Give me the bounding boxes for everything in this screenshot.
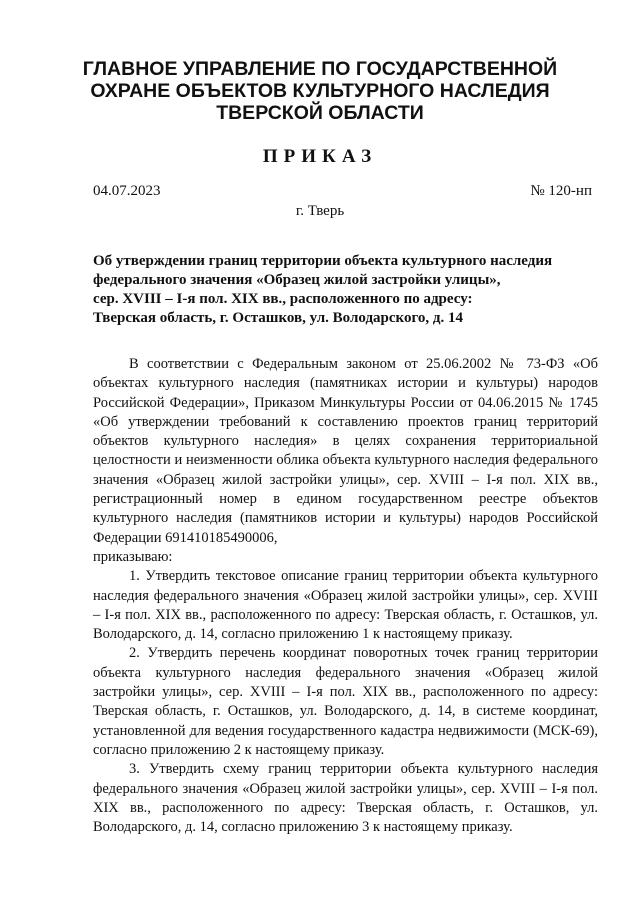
authority-line-1: ГЛАВНОЕ УПРАВЛЕНИЕ ПО ГОСУДАРСТВЕННОЙ	[82, 58, 558, 80]
authority-line-2: ОХРАНЕ ОБЪЕКТОВ КУЛЬТУРНОГО НАСЛЕДИЯ	[90, 80, 550, 102]
title-line: сер. XVIII – I-я пол. XIX вв., расположенного по адресу:	[93, 291, 473, 307]
order-city: г. Тверь	[295, 203, 345, 219]
preamble-paragraph: В соответствии с Федеральным законом от 25.06.2002 № 73-ФЗ «Об объектах культурного наследия (памятниках истории и культуры) народов Российской Федерации», Приказом Минкультуры России от 04.06.2015 № 1745 «Об утверждении требований к составлению проектов границ территорий объектов культурного наследия» в целях сохранения территориальной целостности и неизменности облика объекта культурного наследия федерального значения «Образец жилой застройки улицы», сер. XVIII – I-я пол. XIX вв., регистрационный номер в едином государственном реестре объектов культурного наследия (памятников истории и культуры) народов Российской Федерации 691410185490006,	[93, 356, 598, 546]
order-number: № 120-нп	[530, 183, 592, 199]
authority-line-3: ТВЕРСКОЙ ОБЛАСТИ	[216, 102, 424, 124]
document-type: ПРИКАЗ	[262, 146, 378, 167]
order-date: 04.07.2023	[93, 183, 161, 199]
issuing-authority	[60, 58, 580, 124]
order-item-1: 1. Утвердить текстовое описание границ территории объекта культурного наследия федерального значения «Образец жилой застройки улицы», сер. XVIII – I-я пол. XIX вв., расположенного по адресу: Тверская область, г. Осташков, ул. Володарского, д. 14, согласно приложению 1 к настоящему приказу.	[93, 568, 598, 643]
order-item-2: 2. Утвердить перечень координат поворотных точек границ территории объекта культурного наследия федерального значения «Образец жилой застройки улицы», сер. XVIII – I-я пол. XIX вв., расположенного по адресу: Тверская область, г. Осташков, ул. Володарского, д. 14, в системе координат, установленной для ведения государственного кадастра недвижимости (МСК-69), согласно приложению 2 к настоящему приказу.	[93, 645, 598, 758]
order-title	[93, 252, 603, 328]
title-line: федерального значения «Образец жилой застройки улицы»,	[93, 272, 501, 288]
order-item-3: 3. Утвердить схему границ территории объекта культурного наследия федерального значения «Образец жилой застройки улицы», сер. XVIII – I-я пол. XIX вв., расположенного по адресу: Тверская область, г. Осташков, ул. Володарского, д. 14, согласно приложению 3 к настоящему приказу.	[93, 761, 598, 836]
order-word: приказываю:	[93, 548, 173, 565]
order-body	[93, 355, 598, 837]
title-line: Тверская область, г. Осташков, ул. Володарского, д. 14	[93, 310, 464, 326]
title-line: Об утверждении границ территории объекта культурного наследия	[93, 253, 553, 269]
